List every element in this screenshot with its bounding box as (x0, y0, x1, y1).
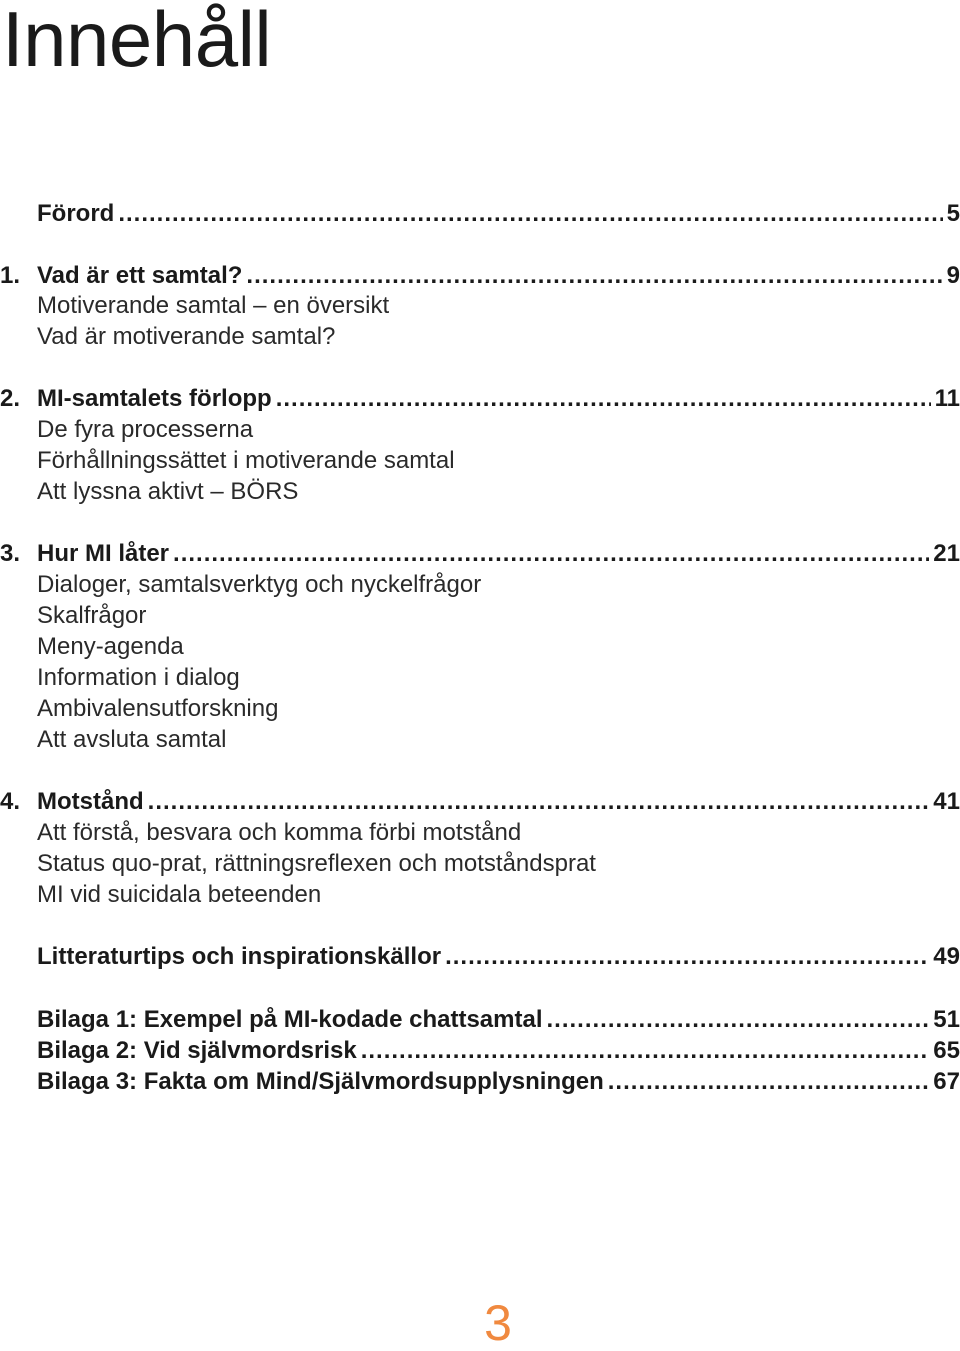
toc-entry-label: Bilaga 1: Exempel på MI-kodade chattsamtal (37, 1006, 543, 1033)
toc-page-number: 65 (933, 1037, 960, 1064)
dot-leader (246, 261, 942, 291)
dot-leader (445, 942, 929, 972)
toc-entry-chapter-1[interactable] (0, 261, 960, 291)
toc-entry-bilaga-2[interactable] (0, 1036, 960, 1066)
toc-entry-chapter-4[interactable] (0, 787, 960, 817)
toc-subentry: Att förstå, besvara och komma förbi motstånd (37, 819, 522, 846)
dot-leader (118, 199, 942, 229)
toc-subentry: MI vid suicidala beteenden (37, 881, 322, 908)
toc-entry-label: Vad är ett samtal? (37, 262, 243, 289)
dot-leader (608, 1067, 930, 1097)
toc-page-number: 51 (933, 1006, 960, 1033)
toc-subentry: Meny-agenda (37, 633, 184, 660)
toc-subentry: Att avsluta samtal (37, 726, 227, 753)
toc-page-number: 67 (933, 1068, 960, 1095)
dot-leader (148, 787, 930, 817)
toc-entry-label: Hur MI låter (37, 540, 170, 567)
page-number: 3 (484, 1295, 512, 1351)
dot-leader (173, 539, 929, 569)
dot-leader (547, 1005, 930, 1035)
toc-subentry: De fyra processerna (37, 416, 254, 443)
toc-page-number: 11 (934, 385, 960, 412)
chapter-number: 2. (0, 385, 21, 412)
chapter-number: 1. (0, 262, 21, 289)
toc-subentry: Skalfrågor (37, 602, 147, 629)
toc-subentry: Status quo-prat, rättningsreflexen och motståndsprat (37, 850, 596, 877)
chapter-number: 3. (0, 540, 21, 567)
toc-entry-label: Bilaga 2: Vid självmordsrisk (37, 1037, 357, 1064)
toc-subentry: Ambivalensutforskning (37, 695, 279, 722)
toc-page-number: 49 (933, 943, 960, 970)
toc-subentry: Vad är motiverande samtal? (37, 323, 336, 350)
toc-entry-chapter-3[interactable] (0, 539, 960, 569)
toc-entry-label: Förord (37, 200, 115, 227)
toc-page-number: 5 (946, 200, 960, 227)
toc-subentry: Förhållningssättet i motiverande samtal (37, 447, 455, 474)
toc-subentry: Motiverande samtal – en översikt (37, 292, 390, 319)
toc-page-number: 21 (933, 540, 960, 567)
page-title: Innehåll (2, 0, 272, 83)
toc-entry-litteratur[interactable] (0, 942, 960, 972)
toc-entry-label: Litteraturtips och inspirationskällor (37, 943, 442, 970)
toc-entry-chapter-2[interactable] (0, 384, 960, 414)
toc-entry-label: Bilaga 3: Fakta om Mind/Självmordsupplysningen (37, 1068, 604, 1095)
toc-entry-label: MI-samtalets förlopp (37, 385, 272, 412)
dot-leader (276, 384, 931, 414)
chapter-number: 4. (0, 788, 21, 815)
toc-subentry: Att lyssna aktivt – BÖRS (37, 478, 299, 505)
toc-page-number: 41 (933, 788, 960, 815)
toc-subentry: Dialoger, samtalsverktyg och nyckelfrågor (37, 571, 482, 598)
toc-entry-label: Motstånd (37, 788, 144, 815)
toc-entry-bilaga-1[interactable] (0, 1005, 960, 1035)
toc-entry-bilaga-3[interactable] (0, 1067, 960, 1097)
toc-subentry: Information i dialog (37, 664, 240, 691)
toc-entry-forord[interactable] (0, 199, 960, 229)
dot-leader (361, 1036, 930, 1066)
toc-page-number: 9 (946, 262, 960, 289)
